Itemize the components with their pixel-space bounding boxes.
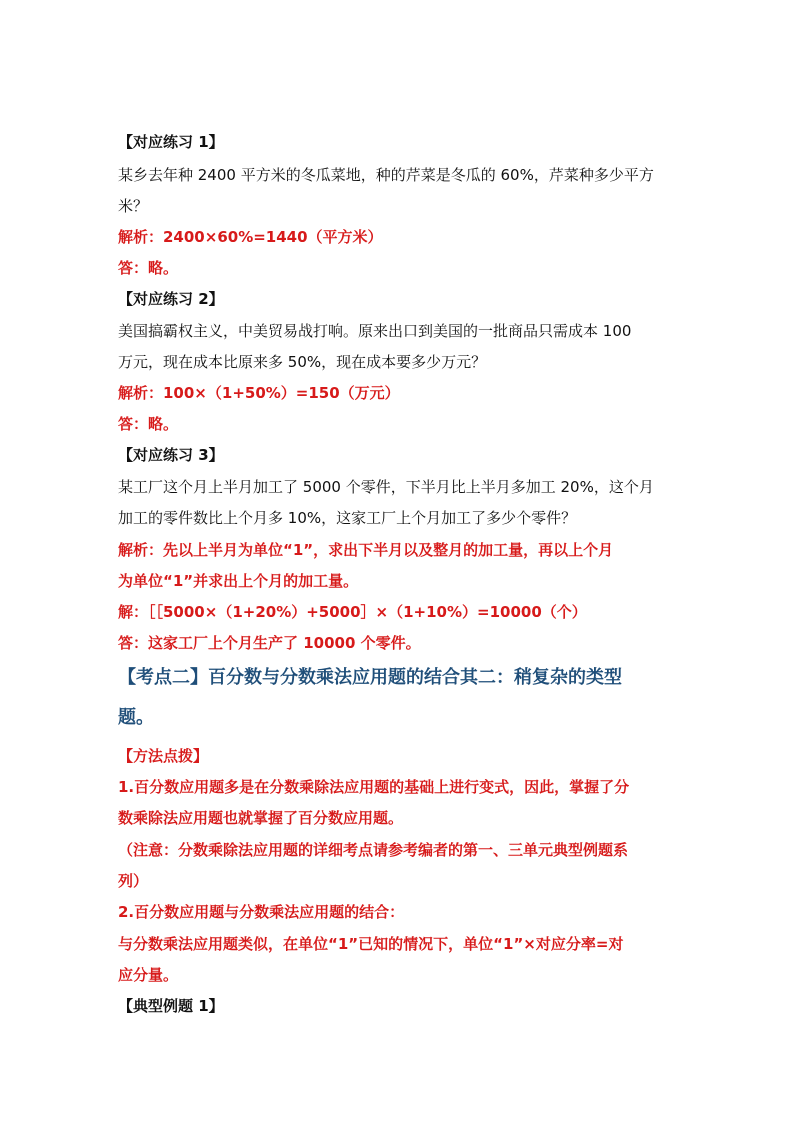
practice-3-question-line-1: 某工厂这个月上半月加工了 5000 个零件，下半月比上半月多加工 20%，这个月 <box>118 478 654 496</box>
section-heading-line-1: 【考点二】百分数与分数乘法应用题的结合其二：稍复杂的类型 <box>118 667 622 688</box>
method-title: 【方法点拨】 <box>118 747 209 765</box>
practice-3-solution: 解：［［5000×（1+20%）+5000］×（1+10%）=10000（个） <box>118 603 587 621</box>
method-point-2-title: 2.百分数应用题与分数乘法应用题的结合： <box>118 903 405 921</box>
practice-3-analysis-line-1: 解析：先以上半月为单位“1”，求出下半月以及整月的加工量，再以上个月 <box>118 541 614 559</box>
method-note-line-2: 列） <box>118 872 149 890</box>
method-point-2-line-2: 应分量。 <box>118 966 179 984</box>
practice-3-title: 【对应练习 3】 <box>118 446 224 464</box>
example-1-title: 【典型例题 1】 <box>118 997 224 1015</box>
practice-1-question-line-1: 某乡去年种 2400 平方米的冬瓜菜地，种的芹菜是冬瓜的 60%，芹菜种多少平方 <box>118 166 654 184</box>
practice-3-question-line-2: 加工的零件数比上个月多 10%，这家工厂上个月加工了多少个零件？ <box>118 509 577 527</box>
practice-1-analysis: 解析：2400×60%=1440（平方米） <box>118 228 383 246</box>
practice-2-analysis: 解析：100×（1+50%）=150（万元） <box>118 384 400 402</box>
method-point-1-line-1: 1.百分数应用题多是在分数乘除法应用题的基础上进行变式，因此，掌握了分 <box>118 778 630 796</box>
method-note-line-1: （注意：分数乘除法应用题的详细考点请参考编者的第一、三单元典型例题系 <box>118 841 629 859</box>
practice-2-title: 【对应练习 2】 <box>118 290 224 308</box>
practice-1-question-line-2: 米？ <box>118 197 149 215</box>
practice-2-question-line-2: 万元，现在成本比原来多 50%，现在成本要多少万元？ <box>118 353 487 371</box>
practice-1-title: 【对应练习 1】 <box>118 133 224 151</box>
practice-3-analysis-line-2: 为单位“1”并求出上个月的加工量。 <box>118 572 359 590</box>
method-point-1-line-2: 数乘除法应用题也就掌握了百分数应用题。 <box>118 809 404 827</box>
practice-3-answer: 答：这家工厂上个月生产了 10000 个零件。 <box>118 634 421 652</box>
method-point-2-line-1: 与分数乘法应用题类似，在单位“1”已知的情况下，单位“1”×对应分率=对 <box>118 935 624 953</box>
practice-2-question-line-1: 美国搞霸权主义，中美贸易战打响。原来出口到美国的一批商品只需成本 100 <box>118 322 632 340</box>
practice-2-answer: 答：略。 <box>118 415 179 433</box>
practice-1-answer: 答：略。 <box>118 259 179 277</box>
section-heading-line-2: 题。 <box>118 707 154 728</box>
